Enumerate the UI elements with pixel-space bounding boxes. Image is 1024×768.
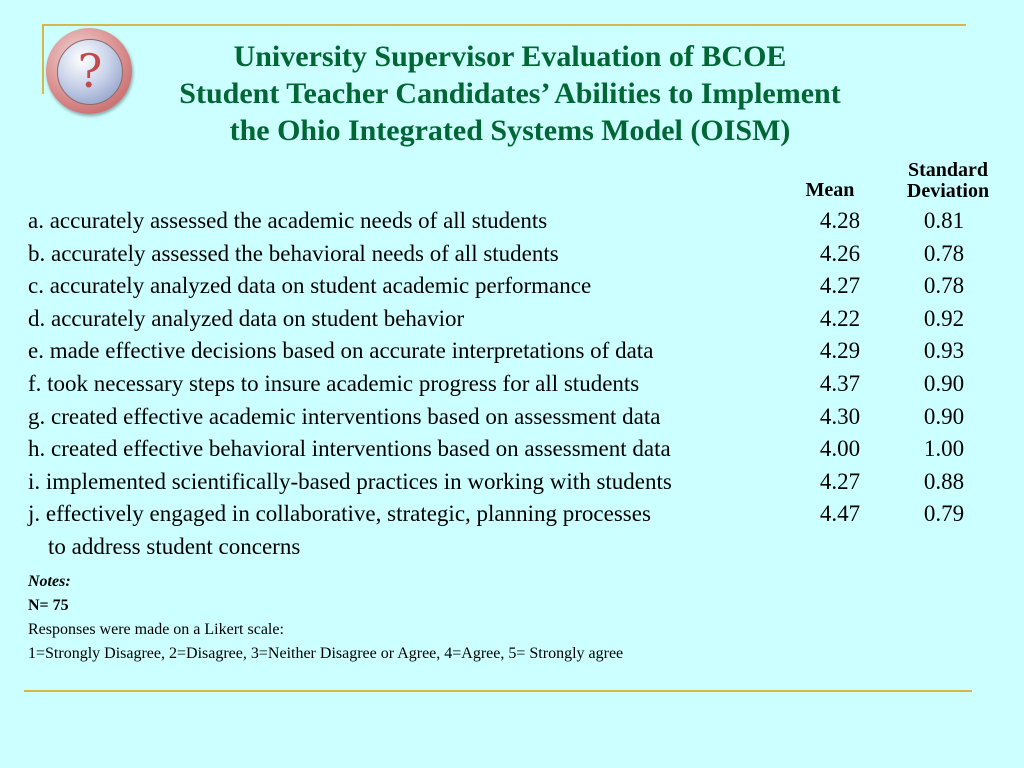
item-label: f. took necessary steps to insure academic progress for all students bbox=[28, 370, 640, 396]
item-label: h. created effective behavioral interventions based on assessment data bbox=[28, 436, 671, 462]
item-mean: 4.22 bbox=[819, 305, 861, 331]
table-row bbox=[28, 434, 1018, 467]
table-row bbox=[28, 271, 1018, 304]
item-mean: 4.29 bbox=[819, 338, 861, 364]
left-divider bbox=[42, 24, 44, 94]
evaluation-table bbox=[28, 206, 1018, 562]
table-row bbox=[28, 239, 1018, 272]
notes-title: Notes: bbox=[28, 573, 71, 590]
title-line-2: Student Teacher Candidates’ Abilities to Implement bbox=[179, 77, 841, 110]
item-label: a. accurately assessed the academic needs of all students bbox=[28, 208, 548, 233]
title-line-1: University Supervisor Evaluation of BCOE bbox=[233, 40, 787, 73]
item-mean: 4.27 bbox=[819, 273, 861, 299]
item-mean: 4.30 bbox=[819, 403, 861, 429]
table-row bbox=[28, 304, 1018, 337]
item-mean: 4.27 bbox=[819, 468, 861, 494]
item-label: g. created effective academic interventions based on assessment data bbox=[28, 403, 661, 429]
sd-header-line-1: Standard bbox=[907, 159, 989, 181]
table-row bbox=[28, 467, 1018, 500]
item-mean: 4.26 bbox=[819, 240, 861, 266]
sd-column-header bbox=[896, 160, 1000, 202]
notes-section bbox=[28, 570, 623, 666]
item-sd: 0.78 bbox=[923, 273, 965, 299]
item-sd: 0.81 bbox=[923, 208, 965, 233]
mean-column-header: Mean bbox=[805, 179, 855, 201]
title-line-3: the Ohio Integrated Systems Model (OISM) bbox=[229, 114, 791, 147]
bottom-divider bbox=[24, 690, 972, 692]
item-sd: 0.79 bbox=[923, 501, 965, 527]
top-divider bbox=[42, 24, 966, 26]
question-mark-icon: ? bbox=[46, 28, 132, 114]
sd-header-line-2: Deviation bbox=[906, 180, 990, 202]
item-sd: 0.93 bbox=[923, 338, 965, 364]
notes-line-1: Responses were made on a Likert scale: bbox=[28, 621, 284, 638]
item-label: i. implemented scientifically-based practices in working with students bbox=[28, 468, 672, 494]
item-mean: 4.47 bbox=[819, 501, 861, 527]
item-sd: 1.00 bbox=[923, 436, 965, 462]
item-label: c. accurately analyzed data on student academic performance bbox=[28, 273, 592, 299]
item-label: b. accurately assessed the behavioral needs of all students bbox=[28, 240, 559, 266]
item-sd: 0.90 bbox=[923, 403, 965, 429]
item-label: j. effectively engaged in collaborative, strategic, planning processes bbox=[28, 501, 651, 527]
sample-size: N= 75 bbox=[28, 597, 69, 614]
item-label-continuation: to address student concerns bbox=[48, 533, 301, 559]
item-sd: 0.90 bbox=[923, 370, 965, 396]
table-row bbox=[28, 499, 1018, 532]
item-sd: 0.92 bbox=[923, 305, 965, 331]
item-sd: 0.88 bbox=[923, 468, 965, 494]
table-row bbox=[28, 336, 1018, 369]
item-mean: 4.28 bbox=[819, 208, 861, 233]
notes-line-2: 1=Strongly Disagree, 2=Disagree, 3=Neither Disagree or Agree, 4=Agree, 5= Strongly agree bbox=[28, 645, 624, 662]
page-title bbox=[110, 38, 910, 149]
item-mean: 4.00 bbox=[819, 436, 861, 462]
table-row bbox=[28, 206, 1018, 239]
item-label: d. accurately analyzed data on student behavior bbox=[28, 305, 465, 331]
item-sd: 0.78 bbox=[923, 240, 965, 266]
item-mean: 4.37 bbox=[819, 370, 861, 396]
table-row bbox=[28, 402, 1018, 435]
item-label: e. made effective decisions based on accurate interpretations of data bbox=[28, 338, 654, 364]
table-row bbox=[28, 369, 1018, 402]
